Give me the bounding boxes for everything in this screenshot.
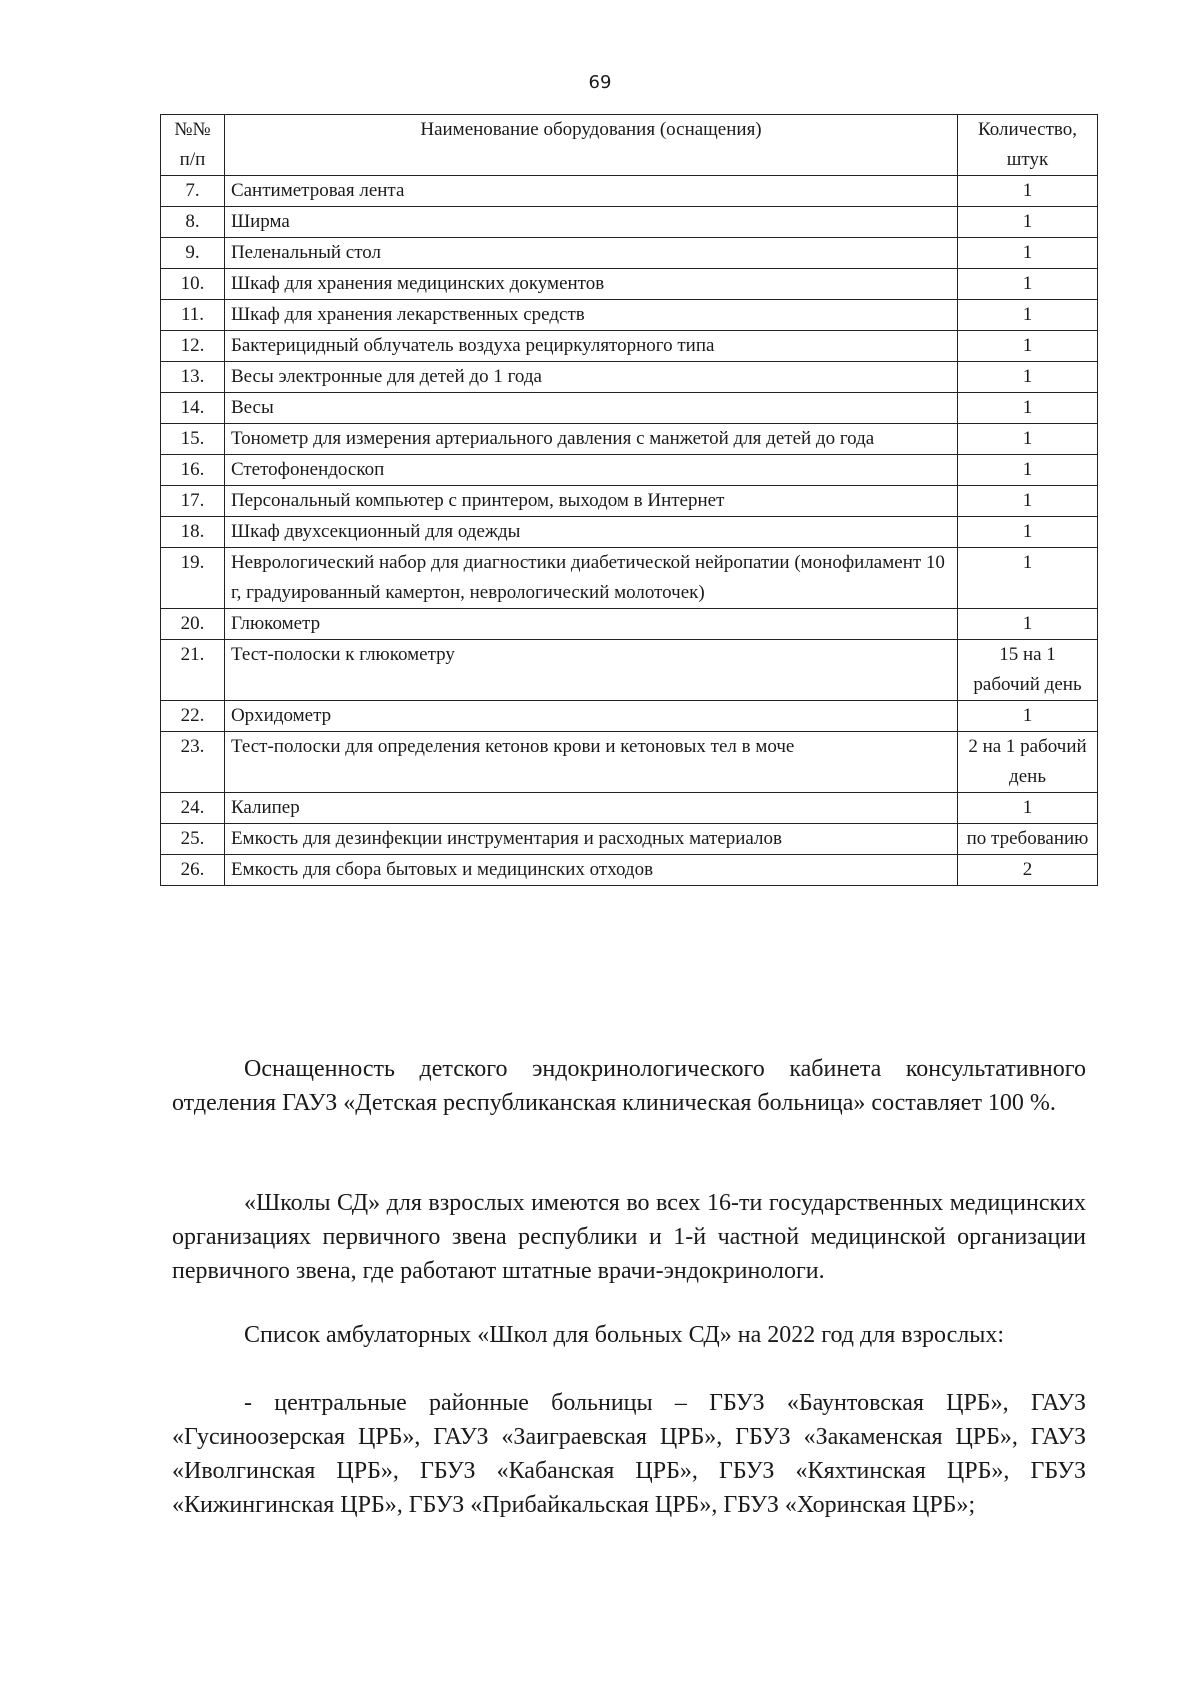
row-number: 18.	[161, 517, 225, 548]
row-number: 16.	[161, 455, 225, 486]
row-number: 14.	[161, 393, 225, 424]
row-number: 9.	[161, 238, 225, 269]
table-row	[161, 486, 1098, 517]
equipment-name: Емкость для дезинфекции инструментария и расходных материалов	[224, 824, 957, 855]
row-number: 25.	[161, 824, 225, 855]
table-row	[161, 793, 1098, 824]
equipment-name: Весы	[224, 393, 957, 424]
table-row	[161, 855, 1098, 886]
row-number: 7.	[161, 176, 225, 207]
equipment-quantity: 1	[958, 300, 1098, 331]
paragraph-text: - центральные районные больницы – ГБУЗ «Баунтовская ЦРБ», ГАУЗ «Гусиноозерская ЦРБ», ГАУЗ «Заиграевская ЦРБ», ГБУЗ «Закаменская ЦРБ», ГАУЗ «Иволгинская ЦРБ», ГБУЗ «Кабанская ЦРБ», ГБУЗ «Кяхтинская ЦРБ», ГБУЗ «Кижингинская ЦРБ», ГБУЗ «Прибайкальская ЦРБ», ГБУЗ «Хоринская ЦРБ»;	[172, 1390, 1086, 1518]
equipment-name: Шкаф для хранения медицинских документов	[224, 269, 957, 300]
equipment-quantity: 1	[958, 701, 1098, 732]
equipment-table	[160, 114, 1098, 886]
equipment-name: Шкаф для хранения лекарственных средств	[224, 300, 957, 331]
equipment-quantity: 1	[958, 207, 1098, 238]
table-row	[161, 609, 1098, 640]
row-number: 8.	[161, 207, 225, 238]
table-row	[161, 300, 1098, 331]
table-row	[161, 176, 1098, 207]
row-number: 26.	[161, 855, 225, 886]
equipment-name: Емкость для сбора бытовых и медицинских отходов	[224, 855, 957, 886]
row-number: 20.	[161, 609, 225, 640]
equipment-quantity: 1	[958, 176, 1098, 207]
paragraph-district-hospitals	[172, 1386, 1086, 1522]
equipment-name: Тест-полоски к глюкометру	[224, 640, 957, 701]
row-number: 17.	[161, 486, 225, 517]
table-row	[161, 517, 1098, 548]
table-row	[161, 701, 1098, 732]
equipment-quantity: 1	[958, 548, 1098, 609]
equipment-quantity: по требованию	[958, 824, 1098, 855]
header-number: №№ п/п	[161, 115, 225, 176]
table-row	[161, 393, 1098, 424]
table-row	[161, 207, 1098, 238]
row-number: 21.	[161, 640, 225, 701]
equipment-quantity: 1	[958, 486, 1098, 517]
equipment-quantity: 1	[958, 455, 1098, 486]
row-number: 10.	[161, 269, 225, 300]
equipment-quantity: 1	[958, 238, 1098, 269]
table-row	[161, 331, 1098, 362]
paragraph-text: Оснащенность детского эндокринологического кабинета консультативного отделения ГАУЗ «Детская республиканская клиническая больница» составляет 100 %.	[172, 1056, 1086, 1116]
table-row	[161, 238, 1098, 269]
equipment-quantity: 1	[958, 424, 1098, 455]
equipment-name: Весы электронные для детей до 1 года	[224, 362, 957, 393]
equipment-quantity: 1	[958, 331, 1098, 362]
equipment-name: Ширма	[224, 207, 957, 238]
equipment-name: Пеленальный стол	[224, 238, 957, 269]
table-row	[161, 732, 1098, 793]
table-row	[161, 640, 1098, 701]
page-number: 69	[588, 72, 612, 93]
equipment-name: Тонометр для измерения артериального давления с манжетой для детей до года	[224, 424, 957, 455]
table-row	[161, 424, 1098, 455]
row-number: 11.	[161, 300, 225, 331]
equipment-quantity: 1	[958, 609, 1098, 640]
paragraph-text: «Школы СД» для взрослых имеются во всех 16-ти государственных медицинских организациях первичного звена республики и 1-й частной медицинской организации первичного звена, где работают штатные врачи-эндокринологи.	[172, 1190, 1086, 1284]
equipment-name: Бактерицидный облучатель воздуха рециркуляторного типа	[224, 331, 957, 362]
equipment-name: Шкаф двухсекционный для одежды	[224, 517, 957, 548]
equipment-quantity: 1	[958, 517, 1098, 548]
equipment-name: Тест-полоски для определения кетонов крови и кетоновых тел в моче	[224, 732, 957, 793]
row-number: 19.	[161, 548, 225, 609]
equipment-quantity: 1	[958, 362, 1098, 393]
equipment-name: Калипер	[224, 793, 957, 824]
table-row	[161, 548, 1098, 609]
header-equipment-name: Наименование оборудования (оснащения)	[224, 115, 957, 176]
table-header-row	[161, 115, 1098, 176]
equipment-name: Орхидометр	[224, 701, 957, 732]
equipment-name: Сантиметровая лента	[224, 176, 957, 207]
row-number: 12.	[161, 331, 225, 362]
table-row	[161, 824, 1098, 855]
header-quantity: Количество, штук	[958, 115, 1098, 176]
row-number: 23.	[161, 732, 225, 793]
equipment-quantity: 1	[958, 793, 1098, 824]
equipment-quantity: 1	[958, 269, 1098, 300]
paragraph-text: Список амбулаторных «Школ для больных СД» на 2022 год для взрослых:	[244, 1322, 1005, 1348]
equipment-quantity: 15 на 1 рабочий день	[958, 640, 1098, 701]
paragraph-schools-list-intro	[172, 1318, 1086, 1352]
paragraph-equipment-level	[172, 1052, 1086, 1120]
table-row	[161, 455, 1098, 486]
table-row	[161, 269, 1098, 300]
row-number: 22.	[161, 701, 225, 732]
equipment-quantity: 1	[958, 393, 1098, 424]
equipment-name: Персональный компьютер с принтером, выходом в Интернет	[224, 486, 957, 517]
equipment-name: Неврологический набор для диагностики диабетической нейропатии (монофиламент 10 г, градуированный камертон, неврологический молоточек)	[224, 548, 957, 609]
table-row	[161, 362, 1098, 393]
equipment-name: Стетофонендоскоп	[224, 455, 957, 486]
row-number: 15.	[161, 424, 225, 455]
row-number: 24.	[161, 793, 225, 824]
row-number: 13.	[161, 362, 225, 393]
equipment-quantity: 2 на 1 рабочий день	[958, 732, 1098, 793]
equipment-quantity: 2	[958, 855, 1098, 886]
paragraph-diabetes-schools	[172, 1186, 1086, 1288]
equipment-name: Глюкометр	[224, 609, 957, 640]
